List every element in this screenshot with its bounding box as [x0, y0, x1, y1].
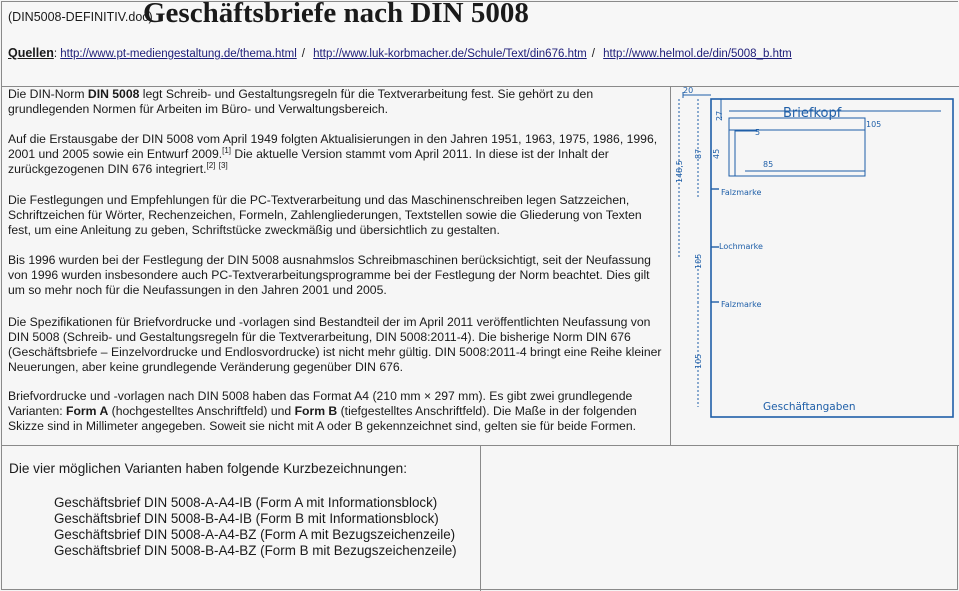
- dim-label-45: 45: [712, 148, 721, 159]
- paragraph-history: Auf die Erstausgabe der DIN 5008 vom April 1949 folgten Aktualisierungen in den Jahren 1951, 1963, 1975, 1986, 1996, 2001 und 2005 sowie ein Entwurf 2009.[1] Die aktuelle Version stammt vom April 2011. In diese ist der Inhalt der zurückgezogenen DIN 676 integriert.[2] [3]: [8, 132, 658, 176]
- fold-mark-1-label: Falzmarke: [721, 188, 762, 197]
- list-item: Geschäftsbrief DIN 5008-B-A4-BZ (Form B mit Bezugszeichenzeile): [54, 543, 457, 558]
- source-link-2[interactable]: http://www.luk-korbmacher.de/Schule/Text/din676.htm: [313, 48, 587, 60]
- business-details-label: Geschäftangaben: [763, 401, 856, 413]
- empty-panel: [481, 446, 959, 591]
- letterhead-label: Briefkopf: [783, 106, 842, 121]
- list-item: Geschäftsbrief DIN 5008-B-A4-IB (Form B mit Informationsblock): [54, 511, 439, 526]
- list-item: Geschäftsbrief DIN 5008-A-A4-IB (Form A mit Informationsblock): [54, 495, 438, 510]
- variants-panel: [2, 446, 481, 591]
- fold-mark-2-label: Falzmarke: [721, 300, 762, 309]
- footnote-ref-2[interactable]: [2]: [206, 160, 216, 170]
- punch-mark-label: Lochmarke: [719, 242, 763, 251]
- list-item: Geschäftsbrief DIN 5008-A-A4-BZ (Form A mit Bezugszeichenzeile): [54, 527, 456, 542]
- letter-sketch: [671, 87, 959, 446]
- dim-label-5: 5: [755, 128, 761, 137]
- dim-label-27: 27: [715, 110, 724, 121]
- dim-label-105-mid: 105: [694, 253, 703, 269]
- paragraph-rules: Die Festlegungen und Empfehlungen für die PC-Textverarbeitung und das Maschinenschreiben legen Satzzeichen, Schriftzeichen für Wörter, Rechenzeichen, Formeln, Zahlengliederungen, Textstellen sowie die Gliederung von Texten fest, um eine Anleitung zu geben, Schriftstücke zweckmäßig und übersichtlich zu gestalten.: [8, 193, 642, 237]
- page-title: Geschäftsbriefe nach DIN 5008: [143, 0, 529, 29]
- variants-list: [54, 495, 457, 559]
- paragraph-specification: Die Spezifikationen für Briefvordrucke und -vorlagen sind Bestandteil der im April 2011 veröffentlichten Neufassung von DIN 5008 (Schreib- und Gestaltungsregeln für die Textverarbeitung, DIN 5008:2011-4). Die bisherige Norm DIN 676 (Geschäftsbriefe – Einzelvordrucke und Endlosvordrucke) ist nicht mehr gültig. DIN 5008:2011-4 bringt eine Reihe kleiner Neuerungen, aber keine grundlegende Veränderung gegenüber DIN 676.: [8, 315, 662, 374]
- dim-label-105-top: 105: [866, 120, 882, 129]
- paragraph-1996: Bis 1996 wurden bei der Festlegung der DIN 5008 ausnahmslos Schreibmaschinen berücksichtigt, seit der Neufassung von 1996 wurden insbesondere auch PC-Textverarbeitungsprogramme bei der Festlegung der Norm beachtet. Dies gilt um so mehr noch für die Neufassungen in den Jahren 2001 und 2005.: [8, 253, 651, 297]
- dim-label-85: 85: [763, 160, 774, 169]
- variants-intro: Die vier möglichen Varianten haben folgende Kurzbezeichnungen:: [9, 461, 408, 476]
- source-link-1[interactable]: http://www.pt-mediengestaltung.de/thema.html: [60, 48, 297, 60]
- dim-label-105-bottom: 105: [694, 353, 703, 369]
- letter-layout-diagram: [671, 87, 959, 446]
- dim-label-148-5: 148,5: [675, 160, 684, 183]
- paragraph-intro: Die DIN-Norm DIN 5008 legt Schreib- und Gestaltungsregeln für die Textverarbeitung fest. Sie gehört zu den grundlegenden Normen für Arbeiten im Büro- und Verwaltungsbereich.: [8, 87, 594, 116]
- footnote-ref-1[interactable]: [1]: [222, 145, 232, 155]
- document-frame: [1, 1, 958, 590]
- header: [2, 2, 959, 87]
- footnote-ref-3[interactable]: [3]: [218, 160, 228, 170]
- dim-label-20: 20: [683, 87, 694, 95]
- file-name: (DIN5008-DEFINITIV.doc): [8, 10, 153, 24]
- sources-line: Quellen: http://www.pt-mediengestaltung.de/thema.html / http://www.luk-korbmacher.de/Schule/Text/din676.htm / http://www.helmol.de/din/5008_b.htm: [8, 46, 792, 60]
- dim-label-87: 87: [694, 148, 703, 159]
- sources-label: Quellen: [8, 46, 54, 60]
- paper-outline: [711, 99, 953, 417]
- main-text-area: [2, 87, 671, 446]
- paragraph-format: Briefvordrucke und -vorlagen nach DIN 5008 haben das Format A4 (210 mm × 297 mm). Es gibt zwei grundlegende Varianten: Form A (hochgestelltes Anschriftfeld) und Form B (tiefgestelltes Anschriftfeld). Die Maße in der folgenden Skizze sind in Millimeter angegeben. Soweit sie nicht mit A oder B gekennzeichnet sind, gelten sie für beide Formen.: [8, 389, 637, 433]
- source-link-3[interactable]: http://www.helmol.de/din/5008_b.htm: [603, 48, 792, 60]
- letterhead-box: [729, 118, 865, 176]
